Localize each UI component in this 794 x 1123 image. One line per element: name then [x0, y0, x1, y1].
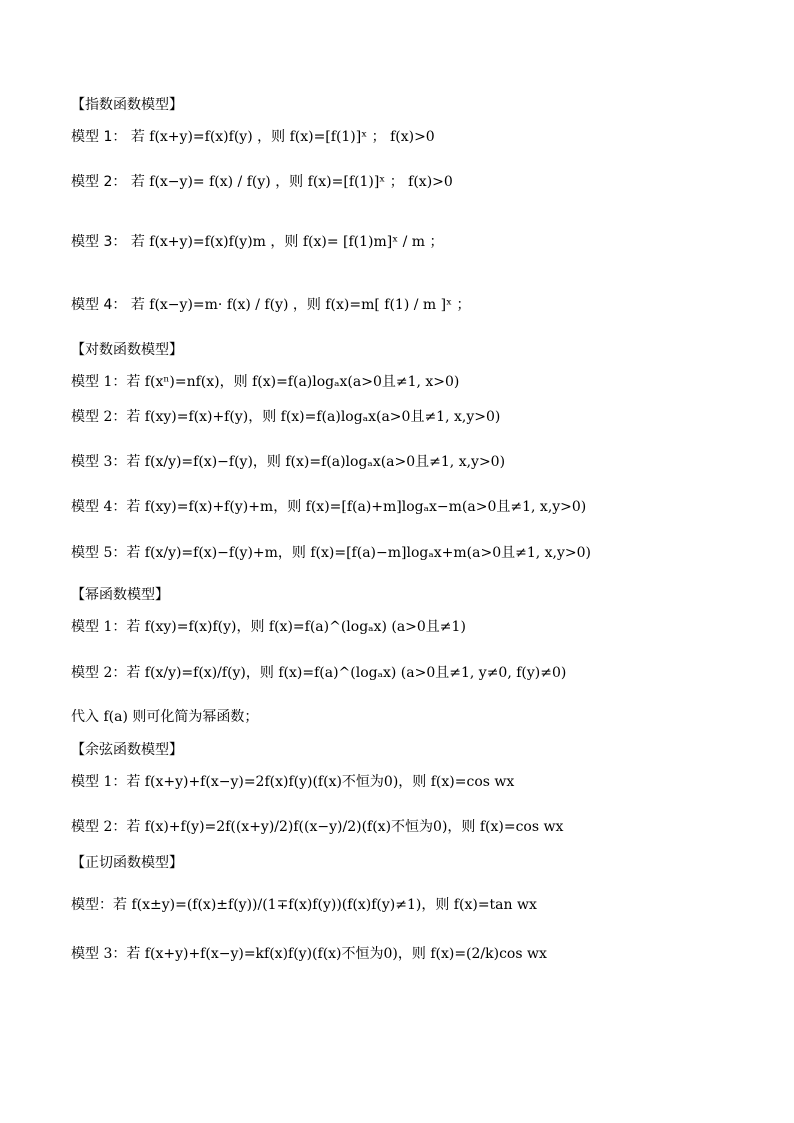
- log-model-1: 模型 1：若 f(xⁿ)=nf(x)，则 f(x)=f(a)logₐx(a>0且≠1, x>0): [71, 374, 460, 390]
- exp-m3-eq: f(x+y)=f(x)f(y)m: [149, 234, 266, 250]
- exp-model-4: [71, 295, 470, 315]
- log-model-3: 模型 3：若 f(x/y)=f(x)−f(y)，则 f(x)=f(a)logₐx(a>0且≠1, x,y>0): [71, 454, 506, 470]
- exp-m4-mid: ，则: [292, 297, 321, 313]
- section-heading-tan: 【正切函数模型】: [71, 855, 183, 871]
- exp-m1-mid: ，则: [257, 129, 286, 145]
- exp-m3-end: ；: [429, 234, 444, 250]
- exp-model-1: [71, 127, 435, 147]
- exp-m3-result: f(x)= [f(1)m]ˣ / m: [302, 234, 426, 250]
- exp-m1-result: f(x)=[f(1)]ˣ: [289, 129, 368, 145]
- tan-model-3: 模型 3：若 f(x+y)+f(x−y)=kf(x)f(y)(f(x)不恒为0)，则 f(x)=(2/k)cos wx: [71, 946, 547, 962]
- section-heading-log: 【对数函数模型】: [71, 342, 183, 358]
- exp-m1-label: 模型 1：: [71, 129, 127, 145]
- exp-m3-pre: 若: [130, 234, 145, 250]
- log-model-4: 模型 4：若 f(xy)=f(x)+f(y)+m，则 f(x)=[f(a)+m]logₐx−m(a>0且≠1, x,y>0): [71, 499, 587, 515]
- section-heading-exponential: 【指数函数模型】: [71, 97, 183, 113]
- exp-m2-sep: ；: [389, 174, 404, 190]
- exp-m3-mid: ，则: [270, 234, 299, 250]
- log-model-5: 模型 5：若 f(x/y)=f(x)−f(y)+m，则 f(x)=[f(a)−m]logₐx+m(a>0且≠1, x,y>0): [71, 545, 591, 561]
- cos-model-2: 模型 2：若 f(x)+f(y)=2f((x+y)/2)f((x−y)/2)(f(x)不恒为0)，则 f(x)=cos wx: [71, 819, 564, 835]
- exp-m1-sep: ；: [371, 129, 386, 145]
- pow-model-1: 模型 1：若 f(xy)=f(x)f(y)，则 f(x)=f(a)^(logₐx) (a>0且≠1): [71, 619, 466, 635]
- exp-m2-condition: f(x)>0: [408, 174, 453, 190]
- pow-model-2: 模型 2：若 f(x/y)=f(x)/f(y)，则 f(x)=f(a)^(logₐx) (a>0且≠1, y≠0, f(y)≠0): [71, 665, 567, 681]
- exp-m3-label: 模型 3：: [71, 234, 127, 250]
- exp-m4-label: 模型 4：: [71, 297, 127, 313]
- exp-m4-eq: f(x−y)=m· f(x) / f(y): [149, 297, 289, 313]
- pow-note: 代入 f(a) 则可化简为幂函数；: [71, 709, 259, 725]
- exp-model-2: [71, 172, 453, 192]
- exp-model-3: [71, 232, 444, 252]
- cos-model-1: 模型 1：若 f(x+y)+f(x−y)=2f(x)f(y)(f(x)不恒为0)，则 f(x)=cos wx: [71, 774, 515, 790]
- exp-m2-pre: 若: [130, 174, 145, 190]
- exp-m1-eq: f(x+y)=f(x)f(y): [149, 129, 253, 145]
- exp-m4-result: f(x)=m[ f(1) / m ]ˣ: [325, 297, 453, 313]
- exp-m4-pre: 若: [130, 297, 145, 313]
- exp-m2-label: 模型 2：: [71, 174, 127, 190]
- exp-m1-pre: 若: [130, 129, 145, 145]
- exp-m1-condition: f(x)>0: [390, 129, 435, 145]
- log-model-2: 模型 2：若 f(xy)=f(x)+f(y)，则 f(x)=f(a)logₐx(a>0且≠1, x,y>0): [71, 409, 501, 425]
- exp-m2-eq: f(x−y)= f(x) / f(y): [149, 174, 271, 190]
- tan-model: 模型：若 f(x±y)=(f(x)±f(y))/(1∓f(x)f(y))(f(x)f(y)≠1)，则 f(x)=tan wx: [71, 897, 537, 913]
- exp-m4-end: ；: [456, 297, 471, 313]
- exp-m2-mid: ，则: [275, 174, 304, 190]
- section-heading-cos: 【余弦函数模型】: [71, 742, 183, 758]
- section-heading-power: 【幂函数模型】: [71, 587, 169, 603]
- exp-m2-result: f(x)=[f(1)]ˣ: [307, 174, 386, 190]
